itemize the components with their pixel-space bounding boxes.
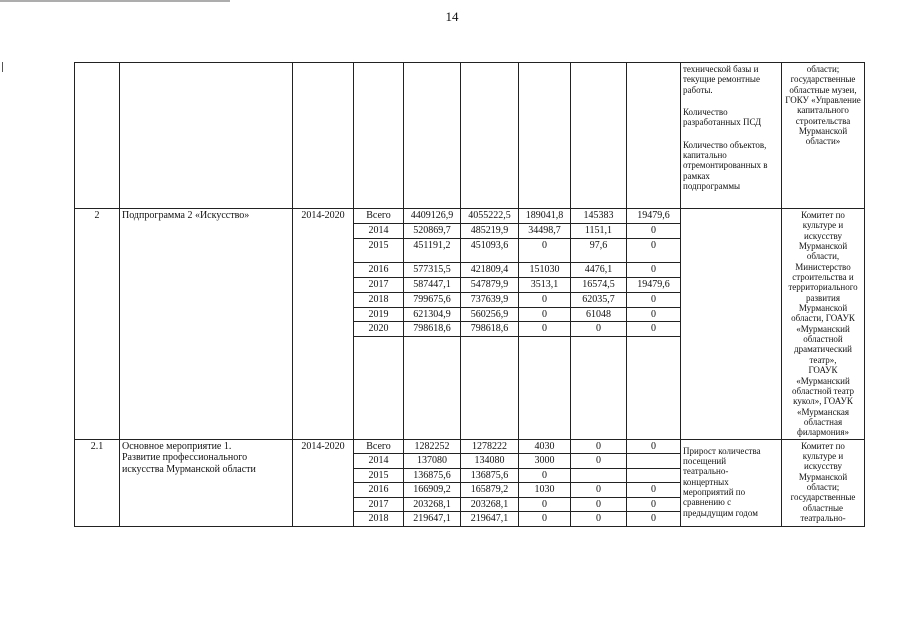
- executor-cell-line: государственные: [790, 492, 856, 503]
- year-cell: 2017: [354, 497, 404, 512]
- value-cell: 1278222: [461, 439, 519, 454]
- indicator-line: текущие ремонтные: [683, 74, 760, 85]
- empty-cell: [519, 63, 571, 209]
- executor-cell: [782, 63, 865, 209]
- total-cell: 136875,6: [404, 468, 461, 483]
- indicator-cell-line: концертных: [683, 476, 729, 487]
- executor-cell-line: областные: [802, 502, 844, 513]
- value-cell: 134080: [461, 454, 519, 469]
- paragraph-gap: [683, 128, 779, 140]
- year-cell: 2017: [354, 277, 404, 292]
- indicator-cell-line: посещений: [683, 455, 727, 466]
- value-cell: 0: [627, 263, 681, 278]
- value-cell: 0: [519, 512, 571, 527]
- year-cell: 2019: [354, 307, 404, 322]
- executor-cell-line: ГОАУК: [808, 365, 838, 376]
- executor-cell-line: искусству: [804, 230, 842, 241]
- value-cell: 219647,1: [461, 512, 519, 527]
- value-cell: 0: [519, 307, 571, 322]
- indicator-line: работы.: [683, 84, 713, 95]
- value-cell: [627, 468, 681, 483]
- year-cell: 2016: [354, 483, 404, 498]
- executor-cell-line: театрально-: [800, 512, 846, 523]
- margin-mark: [2, 62, 6, 72]
- executor-cell-line: Мурманской: [798, 303, 848, 314]
- indicator-cell-line: мероприятий по: [683, 486, 746, 497]
- section-period: 2014-2020: [293, 209, 354, 440]
- executor-cell-line: областные музеи,: [789, 84, 857, 95]
- value-cell: [571, 468, 627, 483]
- year-cell: 2015: [354, 468, 404, 483]
- year-cell: 2014: [354, 454, 404, 469]
- top-edge-line: [0, 0, 230, 2]
- value-cell: 0: [571, 454, 627, 469]
- value-cell: 3000: [519, 454, 571, 469]
- total-cell: 520869,7: [404, 223, 461, 238]
- total-cell: 451191,2: [404, 238, 461, 263]
- value-cell: 0: [571, 497, 627, 512]
- total-cell: 4409126,9: [404, 209, 461, 224]
- value-cell: 0: [627, 512, 681, 527]
- total-cell: 621304,9: [404, 307, 461, 322]
- table-row: [75, 439, 865, 454]
- value-cell: 0: [627, 238, 681, 263]
- executor-cell-line: строительства и: [792, 272, 854, 283]
- value-cell: 0: [571, 512, 627, 527]
- executor-cell-line: области,: [806, 251, 840, 262]
- executor-cell-line: филармония»: [797, 427, 849, 438]
- year-cell: 2018: [354, 512, 404, 527]
- section-name: [120, 439, 293, 526]
- indicator-line: Количество объектов,: [683, 139, 767, 150]
- executor-cell-line: кукол», ГОАУК: [793, 396, 853, 407]
- indicator-line: подпрограммы: [683, 181, 741, 192]
- table-row: [75, 209, 865, 224]
- value-cell: 0: [627, 307, 681, 322]
- value-cell: 0: [519, 292, 571, 307]
- value-cell: 421809,4: [461, 263, 519, 278]
- value-cell: 62035,7: [571, 292, 627, 307]
- value-cell: 4030: [519, 439, 571, 454]
- executor-cell-line: Мурманской: [798, 241, 848, 252]
- section-period: 2014-2020: [293, 439, 354, 526]
- value-cell: 1030: [519, 483, 571, 498]
- executor-cell-line: культуре и: [802, 220, 844, 231]
- value-cell: [627, 454, 681, 469]
- empty-cell: [571, 337, 627, 439]
- value-cell: 0: [519, 238, 571, 263]
- executor-cell-line: драматический: [794, 344, 852, 355]
- indicator-line: технической базы и: [683, 64, 759, 74]
- executor-cell-line: областной: [803, 334, 843, 345]
- executor-cell-line: «Мурманский: [796, 375, 850, 386]
- year-cell: 2015: [354, 238, 404, 263]
- indicator-cell-line: сравнению с: [683, 497, 732, 508]
- indicator-line: капитально: [683, 150, 727, 161]
- value-cell: 0: [571, 322, 627, 337]
- total-cell: 1282252: [404, 439, 461, 454]
- section-number: 2: [75, 209, 120, 440]
- year-cell: Всего: [354, 209, 404, 224]
- total-cell: 137080: [404, 454, 461, 469]
- value-cell: 560256,9: [461, 307, 519, 322]
- value-cell: 798618,6: [461, 322, 519, 337]
- section-name-line: искусства Мурманской области: [122, 463, 256, 475]
- indicator-line: отремонтированных в: [683, 160, 768, 171]
- executor-cell-line: культуре и: [802, 450, 844, 461]
- executor-cell-line: развития: [805, 292, 840, 303]
- value-cell: 4476,1: [571, 263, 627, 278]
- value-cell: 0: [519, 497, 571, 512]
- value-cell: 485219,9: [461, 223, 519, 238]
- indicator-cell-line: Прирост количества: [683, 445, 761, 456]
- value-cell: 1151,1: [571, 223, 627, 238]
- executor-cell-line: капитального: [797, 105, 849, 116]
- value-cell: 165879,2: [461, 483, 519, 498]
- empty-cell: [571, 63, 627, 209]
- empty-cell: [120, 63, 293, 209]
- year-cell: 2018: [354, 292, 404, 307]
- value-cell: 61048: [571, 307, 627, 322]
- empty-cell: [404, 337, 461, 439]
- section-name-line: Основное мероприятие 1.: [122, 440, 232, 452]
- table-row: [75, 63, 865, 209]
- year-cell: 2016: [354, 263, 404, 278]
- empty-cell: [461, 337, 519, 439]
- value-cell: 0: [627, 439, 681, 454]
- indicator-cell-line: предыдущим годом: [683, 507, 758, 518]
- indicator-cell: [681, 63, 782, 209]
- indicator-cell: [681, 209, 782, 440]
- page-number: 14: [445, 9, 459, 24]
- empty-cell: [404, 63, 461, 209]
- executor-cell-line: искусству: [804, 461, 842, 472]
- total-cell: 166909,2: [404, 483, 461, 498]
- value-cell: 97,6: [571, 238, 627, 263]
- total-cell: 587447,1: [404, 277, 461, 292]
- value-cell: 0: [571, 483, 627, 498]
- section-number: 2.1: [75, 439, 120, 526]
- value-cell: 19479,6: [627, 277, 681, 292]
- value-cell: 34498,7: [519, 223, 571, 238]
- executor-cell-line: строительства: [795, 115, 851, 126]
- empty-cell: [519, 337, 571, 439]
- year-cell: Всего: [354, 439, 404, 454]
- total-cell: 203268,1: [404, 497, 461, 512]
- program-table: [74, 62, 865, 527]
- paragraph-gap: [683, 95, 779, 107]
- total-cell: 219647,1: [404, 512, 461, 527]
- value-cell: 151030: [519, 263, 571, 278]
- executor-cell-line: Комитет по: [801, 440, 845, 451]
- executor-cell-line: Мурманской: [798, 126, 848, 137]
- value-cell: 0: [627, 223, 681, 238]
- value-cell: 16574,5: [571, 277, 627, 292]
- year-cell: 2014: [354, 223, 404, 238]
- empty-cell: [75, 63, 120, 209]
- value-cell: 737639,9: [461, 292, 519, 307]
- executor-cell-line: области»: [805, 136, 841, 147]
- indicator-line: разработанных ПСД: [683, 117, 762, 128]
- value-cell: 451093,6: [461, 238, 519, 263]
- executor-cell-line: территориального: [788, 282, 858, 293]
- empty-cell: [627, 337, 681, 439]
- value-cell: 0: [571, 439, 627, 454]
- value-cell: 203268,1: [461, 497, 519, 512]
- executor-cell-line: «Мурманская: [797, 406, 849, 417]
- empty-cell: [354, 63, 404, 209]
- empty-cell: [461, 63, 519, 209]
- executor-cell: [782, 439, 865, 526]
- executor-cell-line: областная: [803, 416, 843, 427]
- executor-cell-line: Министерство: [795, 261, 851, 272]
- executor-cell-line: «Мурманский: [796, 323, 850, 334]
- value-cell: 0: [627, 292, 681, 307]
- executor-cell-line: области, ГОАУК: [791, 313, 855, 324]
- executor-cell-line: области;: [806, 481, 840, 492]
- value-cell: 19479,6: [627, 209, 681, 224]
- indicator-line: Количество: [683, 107, 728, 118]
- executor-cell-line: Мурманской: [798, 471, 848, 482]
- value-cell: 136875,6: [461, 468, 519, 483]
- year-cell: 2020: [354, 322, 404, 337]
- empty-cell: [354, 337, 404, 439]
- executor-cell-line: областной театр: [792, 385, 854, 396]
- executor-cell-line: Комитет по: [801, 210, 845, 220]
- value-cell: 3513,1: [519, 277, 571, 292]
- total-cell: 798618,6: [404, 322, 461, 337]
- total-cell: 577315,5: [404, 263, 461, 278]
- value-cell: 145383: [571, 209, 627, 224]
- executor-cell-line: области;: [806, 64, 840, 74]
- executor-cell-line: театр»,: [809, 354, 837, 365]
- executor-cell: [782, 209, 865, 440]
- empty-cell: [627, 63, 681, 209]
- section-name-line: Развитие профессионального: [122, 452, 248, 464]
- value-cell: 189041,8: [519, 209, 571, 224]
- total-cell: 799675,6: [404, 292, 461, 307]
- value-cell: 0: [627, 497, 681, 512]
- value-cell: 547879,9: [461, 277, 519, 292]
- indicator-cell-line: театрально-: [683, 466, 729, 477]
- indicator-line: рамках: [683, 170, 710, 181]
- value-cell: 0: [627, 483, 681, 498]
- executor-cell-line: государственные: [790, 74, 856, 85]
- value-cell: 0: [519, 468, 571, 483]
- indicator-cell: [681, 439, 782, 526]
- value-cell: 0: [519, 322, 571, 337]
- empty-cell: [293, 63, 354, 209]
- value-cell: 0: [627, 322, 681, 337]
- value-cell: 4055222,5: [461, 209, 519, 224]
- executor-cell-line: ГОКУ «Управление: [785, 95, 861, 106]
- section-name: Подпрограмма 2 «Искусство»: [120, 209, 293, 440]
